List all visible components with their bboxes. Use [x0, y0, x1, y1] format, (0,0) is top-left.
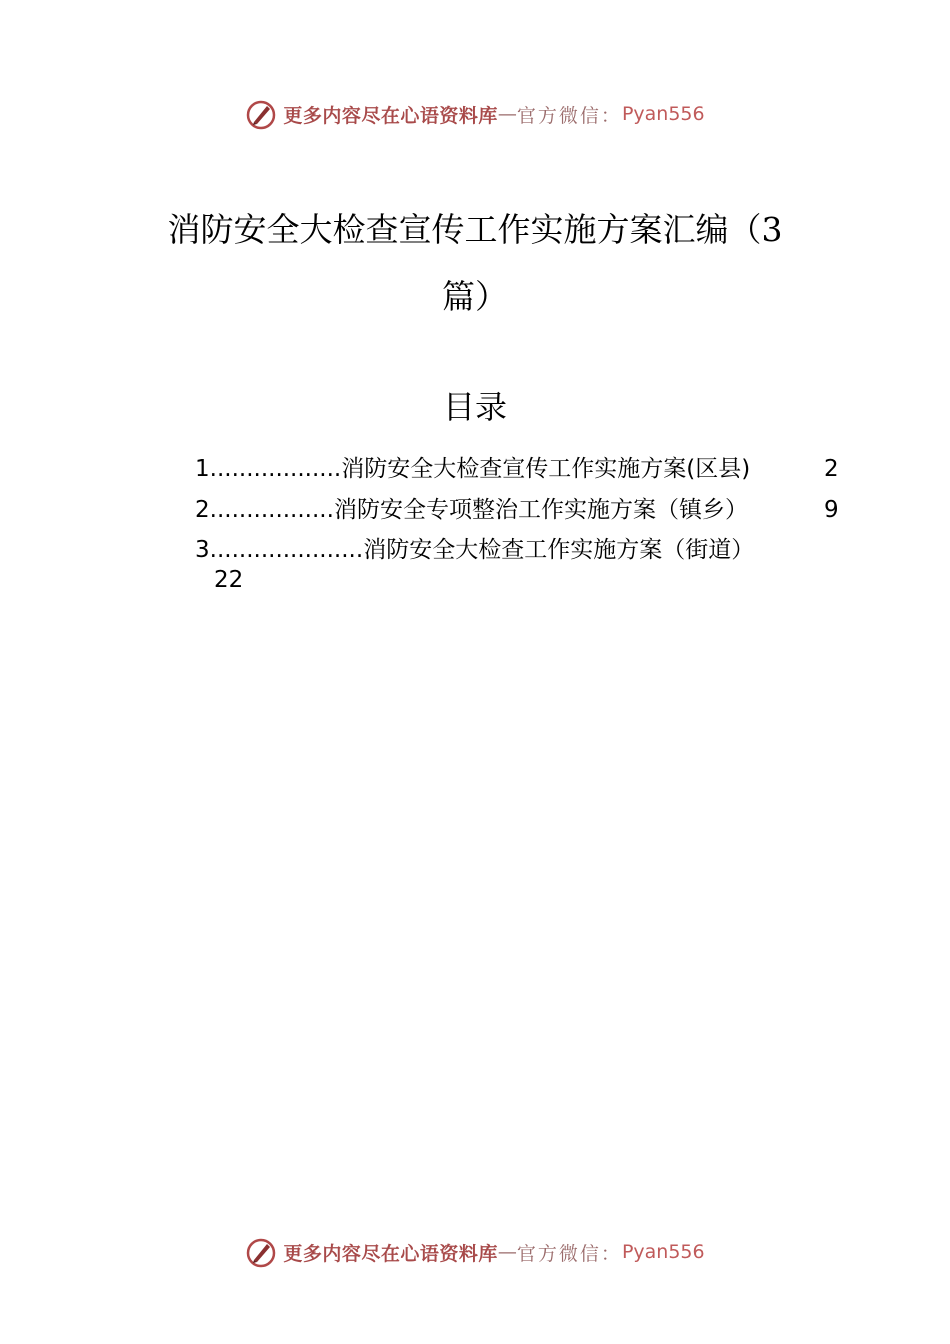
watermark-banner-top — [0, 94, 950, 134]
toc-entry-leader: .................. — [209, 456, 342, 482]
toc-entry-2[interactable] — [195, 495, 748, 525]
document-title-line2: 篇） — [442, 277, 508, 316]
toc-entry-title: 消防安全专项整治工作实施方案（镇乡） — [333, 497, 748, 523]
watermark-banner-bottom — [0, 1232, 950, 1272]
toc-entry-number: 1 — [195, 456, 210, 482]
watermark-wechat-id: Pyan556 — [621, 1241, 705, 1263]
watermark-wechat-id: Pyan556 — [621, 103, 705, 125]
toc-entry-number: 3 — [195, 537, 210, 563]
watermark-wechat-label: 官方微信： — [516, 1242, 622, 1265]
toc-entry-2-page: 9 — [824, 497, 839, 523]
watermark-main-text: 更多内容尽在心语资料库 — [283, 104, 498, 127]
pen-logo-icon — [245, 1236, 277, 1268]
toc-entry-title: 消防安全大检查工作实施方案（街道） — [363, 537, 755, 563]
toc-entry-1[interactable] — [195, 454, 750, 484]
watermark-wechat-label: 官方微信： — [516, 104, 622, 127]
toc-entry-3-page: 22 — [214, 567, 244, 593]
watermark-main-text: 更多内容尽在心语资料库 — [283, 1242, 498, 1265]
pen-logo-icon — [245, 98, 277, 130]
toc-heading: 目录 — [442, 388, 507, 426]
toc-entry-leader: ................. — [209, 497, 334, 523]
toc-entry-3[interactable] — [195, 535, 754, 565]
watermark-separator: — — [497, 1241, 517, 1263]
watermark-separator: — — [497, 103, 517, 125]
toc-entry-leader: ..................... — [209, 537, 364, 563]
toc-entry-1-page: 2 — [824, 456, 839, 482]
toc-entry-title: 消防安全大检查宣传工作实施方案(区县) — [341, 456, 751, 482]
document-title-line1: 消防安全大检查宣传工作实施方案汇编（3 — [167, 210, 783, 249]
toc-entry-number: 2 — [195, 497, 210, 523]
